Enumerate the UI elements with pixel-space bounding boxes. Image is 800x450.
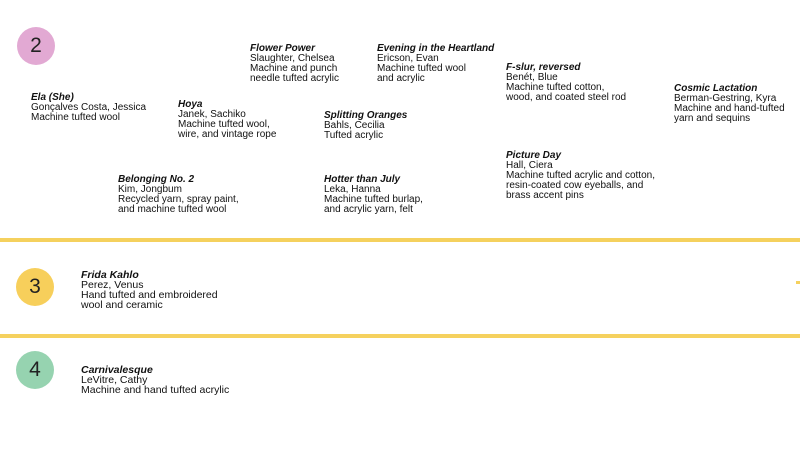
artwork-medium: Machine tufted burlap, and acrylic yarn, felt — [324, 194, 423, 215]
artwork-medium: Tufted acrylic — [324, 130, 384, 141]
artwork-splitting-oranges — [324, 111, 407, 141]
artwork-artist: LeVitre, Cathy — [81, 374, 148, 386]
artwork-medium: Machine tufted cotton, wood, and coated steel rod — [506, 82, 627, 103]
artwork-medium: Machine tufted wool — [31, 112, 120, 123]
artwork-frida-kahlo — [81, 270, 218, 310]
artwork-hoya — [178, 100, 276, 140]
artwork-artist: Slaughter, Chelsea — [250, 53, 335, 64]
artwork-title: Hoya — [178, 99, 203, 110]
artwork-artist: Berman-Gestring, Kyra — [674, 93, 777, 104]
artwork-artist: Bahls, Cecilia — [324, 120, 385, 131]
artwork-title: Ela (She) — [31, 92, 74, 103]
artwork-medium: Machine and hand-tufted yarn and sequins — [674, 103, 785, 124]
artwork-flower-power — [250, 44, 339, 84]
artwork-artist: Benét, Blue — [506, 72, 558, 83]
artwork-carnivalesque — [81, 365, 229, 395]
edge-marker — [796, 281, 800, 284]
artwork-title: Splitting Oranges — [324, 110, 408, 121]
artwork-hotter-than-july — [324, 175, 423, 215]
artwork-artist: Kim, Jongbum — [118, 184, 182, 195]
section-divider — [0, 238, 800, 242]
artwork-title: Picture Day — [506, 150, 562, 161]
artwork-ela-she — [31, 93, 146, 123]
artwork-title: Evening in the Heartland — [377, 43, 495, 54]
section-4-number-badge: 4 — [16, 351, 54, 389]
artwork-artist: Ericson, Evan — [377, 53, 439, 64]
artwork-artist: Hall, Ciera — [506, 160, 553, 171]
section-3-number-badge: 3 — [16, 268, 54, 306]
artwork-belonging-no-2 — [118, 175, 239, 215]
artwork-title: Carnivalesque — [81, 364, 153, 376]
section-divider — [0, 334, 800, 338]
section-2-number-badge: 2 — [17, 27, 55, 65]
artwork-medium: Machine and hand tufted acrylic — [81, 384, 230, 396]
artwork-artist: Leka, Hanna — [324, 184, 381, 195]
artwork-title: F-slur, reversed — [506, 62, 581, 73]
artwork-medium: Machine tufted wool and acrylic — [377, 63, 466, 84]
artwork-f-slur-reversed — [506, 63, 626, 103]
artwork-picture-day — [506, 151, 655, 201]
artwork-evening-in-the-heartland — [377, 44, 494, 84]
artwork-artist: Janek, Sachiko — [178, 109, 246, 120]
artwork-title: Cosmic Lactation — [674, 83, 758, 94]
artwork-medium: Machine tufted wool, wire, and vintage rope — [178, 119, 277, 140]
artwork-title: Hotter than July — [324, 174, 401, 185]
artwork-artist: Perez, Venus — [81, 279, 144, 291]
artwork-medium: Machine tufted acrylic and cotton, resin-coated cow eyeballs, and brass accent pins — [506, 170, 655, 201]
artwork-title: Belonging No. 2 — [118, 174, 195, 185]
artwork-title: Flower Power — [250, 43, 316, 54]
artwork-medium: Recycled yarn, spray paint, and machine tufted wool — [118, 194, 239, 215]
artwork-title: Frida Kahlo — [81, 269, 139, 281]
artwork-artist: Gonçalves Costa, Jessica — [31, 102, 147, 113]
artwork-medium: Machine and punch needle tufted acrylic — [250, 63, 339, 84]
artwork-cosmic-lactation — [674, 84, 785, 124]
artwork-medium: Hand tufted and embroidered wool and ceramic — [81, 289, 218, 311]
